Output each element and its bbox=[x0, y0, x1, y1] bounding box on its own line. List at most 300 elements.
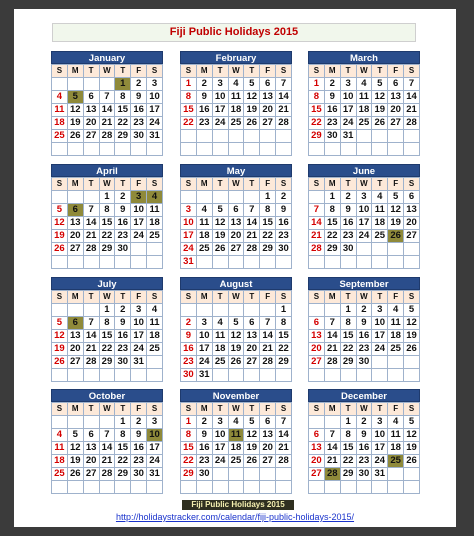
empty-cell bbox=[260, 468, 276, 481]
day-cell: 4 bbox=[212, 317, 228, 330]
week-row bbox=[309, 356, 420, 369]
week-row bbox=[309, 130, 420, 143]
month-title: May bbox=[180, 164, 292, 177]
empty-cell bbox=[83, 416, 99, 429]
day-cell: 12 bbox=[388, 204, 404, 217]
day-cell: 10 bbox=[147, 91, 163, 104]
weekday-label: T bbox=[83, 291, 99, 304]
empty-cell bbox=[244, 369, 260, 382]
weekday-label: M bbox=[67, 403, 83, 416]
weekday-label: M bbox=[196, 65, 212, 78]
weekday-label: T bbox=[83, 65, 99, 78]
day-cell: 5 bbox=[372, 78, 388, 91]
day-cell: 20 bbox=[309, 455, 325, 468]
empty-cell bbox=[196, 130, 212, 143]
day-cell: 16 bbox=[196, 104, 212, 117]
day-cell: 19 bbox=[244, 104, 260, 117]
day-cell: 3 bbox=[131, 304, 147, 317]
month-title: July bbox=[51, 277, 163, 290]
day-cell: 29 bbox=[309, 130, 325, 143]
day-cell: 29 bbox=[276, 356, 292, 369]
day-cell: 7 bbox=[324, 317, 340, 330]
day-cell: 5 bbox=[404, 416, 420, 429]
weekday-label: S bbox=[309, 65, 325, 78]
empty-cell bbox=[83, 256, 99, 269]
day-cell: 27 bbox=[404, 230, 420, 243]
week-row bbox=[52, 330, 163, 343]
day-cell: 23 bbox=[115, 230, 131, 243]
empty-cell bbox=[324, 369, 340, 382]
day-cell: 22 bbox=[99, 230, 115, 243]
empty-cell bbox=[67, 416, 83, 429]
week-row bbox=[309, 230, 420, 243]
day-cell: 5 bbox=[228, 317, 244, 330]
day-cell: 3 bbox=[356, 191, 372, 204]
weekday-label: F bbox=[260, 403, 276, 416]
day-cell: 29 bbox=[324, 243, 340, 256]
week-row bbox=[309, 104, 420, 117]
day-cell: 4 bbox=[388, 304, 404, 317]
day-cell: 17 bbox=[147, 442, 163, 455]
day-cell: 24 bbox=[372, 455, 388, 468]
day-cell: 25 bbox=[196, 243, 212, 256]
day-cell: 26 bbox=[67, 468, 83, 481]
day-cell: 31 bbox=[181, 256, 197, 269]
day-cell: 27 bbox=[260, 117, 276, 130]
weekday-label: S bbox=[404, 291, 420, 304]
day-cell: 28 bbox=[99, 130, 115, 143]
day-cell: 19 bbox=[52, 343, 68, 356]
empty-cell bbox=[276, 256, 292, 269]
day-cell: 23 bbox=[196, 117, 212, 130]
empty-cell bbox=[83, 304, 99, 317]
empty-cell bbox=[260, 256, 276, 269]
week-row bbox=[309, 117, 420, 130]
empty-cell bbox=[276, 369, 292, 382]
day-cell: 19 bbox=[212, 230, 228, 243]
month-february bbox=[180, 51, 292, 156]
weekday-label: S bbox=[52, 291, 68, 304]
day-cell: 25 bbox=[356, 117, 372, 130]
day-cell: 10 bbox=[131, 317, 147, 330]
empty-cell bbox=[131, 256, 147, 269]
day-cell: 14 bbox=[276, 429, 292, 442]
day-cell: 7 bbox=[244, 204, 260, 217]
day-cell: 20 bbox=[83, 117, 99, 130]
empty-cell bbox=[324, 143, 340, 156]
month-grid bbox=[51, 177, 163, 269]
weekday-label: T bbox=[340, 65, 356, 78]
weekday-label: W bbox=[228, 178, 244, 191]
day-cell: 28 bbox=[324, 356, 340, 369]
week-row bbox=[52, 416, 163, 429]
week-row bbox=[52, 317, 163, 330]
day-cell: 22 bbox=[115, 455, 131, 468]
day-cell: 30 bbox=[115, 243, 131, 256]
weekday-header-row bbox=[181, 291, 292, 304]
day-cell: 20 bbox=[309, 343, 325, 356]
day-cell: 15 bbox=[99, 330, 115, 343]
day-cell: 9 bbox=[131, 429, 147, 442]
day-cell: 10 bbox=[372, 429, 388, 442]
month-grid bbox=[180, 177, 292, 269]
month-january bbox=[51, 51, 163, 156]
empty-cell bbox=[99, 416, 115, 429]
empty-cell bbox=[228, 481, 244, 494]
empty-cell bbox=[276, 143, 292, 156]
day-cell: 7 bbox=[260, 317, 276, 330]
day-cell: 29 bbox=[340, 468, 356, 481]
day-cell: 8 bbox=[260, 204, 276, 217]
weekday-label: S bbox=[309, 403, 325, 416]
day-cell: 8 bbox=[340, 429, 356, 442]
month-grid bbox=[308, 177, 420, 269]
day-cell: 30 bbox=[356, 356, 372, 369]
day-cell: 16 bbox=[276, 217, 292, 230]
day-cell: 25 bbox=[228, 455, 244, 468]
day-cell: 17 bbox=[372, 330, 388, 343]
empty-cell bbox=[115, 256, 131, 269]
day-cell: 3 bbox=[181, 204, 197, 217]
week-row bbox=[309, 455, 420, 468]
empty-cell bbox=[212, 143, 228, 156]
day-cell: 1 bbox=[181, 78, 197, 91]
month-grid bbox=[51, 64, 163, 156]
empty-cell bbox=[115, 369, 131, 382]
week-row bbox=[309, 143, 420, 156]
empty-cell bbox=[147, 256, 163, 269]
empty-cell bbox=[83, 191, 99, 204]
week-row bbox=[181, 416, 292, 429]
day-cell: 18 bbox=[147, 217, 163, 230]
day-cell: 1 bbox=[340, 304, 356, 317]
day-cell: 30 bbox=[115, 356, 131, 369]
day-cell: 23 bbox=[131, 455, 147, 468]
day-cell: 13 bbox=[309, 330, 325, 343]
weekday-label: M bbox=[324, 291, 340, 304]
day-cell: 19 bbox=[67, 117, 83, 130]
day-cell: 27 bbox=[309, 468, 325, 481]
week-row bbox=[52, 343, 163, 356]
day-cell: 19 bbox=[404, 330, 420, 343]
day-cell: 27 bbox=[260, 455, 276, 468]
weekday-label: M bbox=[324, 178, 340, 191]
day-cell: 17 bbox=[181, 230, 197, 243]
day-cell: 7 bbox=[276, 416, 292, 429]
day-cell: 26 bbox=[244, 455, 260, 468]
day-cell: 1 bbox=[181, 416, 197, 429]
day-cell: 6 bbox=[388, 78, 404, 91]
empty-cell bbox=[388, 369, 404, 382]
day-cell: 3 bbox=[372, 416, 388, 429]
empty-cell bbox=[196, 304, 212, 317]
empty-cell bbox=[244, 256, 260, 269]
empty-cell bbox=[99, 78, 115, 91]
day-cell: 30 bbox=[356, 468, 372, 481]
weekday-label: W bbox=[99, 291, 115, 304]
month-title: February bbox=[180, 51, 292, 64]
day-cell: 27 bbox=[309, 356, 325, 369]
day-cell: 22 bbox=[340, 455, 356, 468]
day-cell: 28 bbox=[404, 117, 420, 130]
empty-cell bbox=[372, 130, 388, 143]
empty-cell bbox=[372, 143, 388, 156]
holiday-cell: 11 bbox=[228, 429, 244, 442]
day-cell: 9 bbox=[324, 91, 340, 104]
day-cell: 26 bbox=[372, 117, 388, 130]
empty-cell bbox=[372, 356, 388, 369]
day-cell: 17 bbox=[131, 330, 147, 343]
day-cell: 6 bbox=[83, 91, 99, 104]
day-cell: 24 bbox=[147, 117, 163, 130]
day-cell: 31 bbox=[147, 468, 163, 481]
day-cell: 10 bbox=[196, 330, 212, 343]
day-cell: 31 bbox=[131, 356, 147, 369]
day-cell: 23 bbox=[181, 356, 197, 369]
week-row bbox=[181, 104, 292, 117]
weekday-label: F bbox=[260, 178, 276, 191]
empty-cell bbox=[228, 143, 244, 156]
day-cell: 17 bbox=[147, 104, 163, 117]
day-cell: 13 bbox=[83, 442, 99, 455]
empty-cell bbox=[244, 481, 260, 494]
empty-cell bbox=[404, 243, 420, 256]
weekday-label: W bbox=[228, 65, 244, 78]
weekday-label: W bbox=[228, 403, 244, 416]
empty-cell bbox=[404, 256, 420, 269]
weekday-label: S bbox=[404, 403, 420, 416]
day-cell: 4 bbox=[52, 429, 68, 442]
day-cell: 22 bbox=[260, 230, 276, 243]
day-cell: 13 bbox=[388, 91, 404, 104]
day-cell: 2 bbox=[196, 416, 212, 429]
day-cell: 5 bbox=[67, 429, 83, 442]
day-cell: 16 bbox=[181, 343, 197, 356]
weekday-label: S bbox=[309, 178, 325, 191]
empty-cell bbox=[372, 481, 388, 494]
day-cell: 6 bbox=[309, 429, 325, 442]
day-cell: 14 bbox=[324, 442, 340, 455]
empty-cell bbox=[52, 256, 68, 269]
day-cell: 8 bbox=[115, 429, 131, 442]
day-cell: 5 bbox=[244, 416, 260, 429]
empty-cell bbox=[99, 256, 115, 269]
empty-cell bbox=[340, 143, 356, 156]
weekday-label: T bbox=[83, 403, 99, 416]
month-grid bbox=[308, 64, 420, 156]
day-cell: 11 bbox=[228, 91, 244, 104]
holiday-cell: 25 bbox=[388, 455, 404, 468]
day-cell: 8 bbox=[99, 317, 115, 330]
empty-cell bbox=[228, 369, 244, 382]
day-cell: 2 bbox=[131, 78, 147, 91]
day-cell: 21 bbox=[99, 455, 115, 468]
day-cell: 10 bbox=[212, 429, 228, 442]
week-row bbox=[181, 230, 292, 243]
day-cell: 17 bbox=[372, 442, 388, 455]
week-row bbox=[52, 256, 163, 269]
day-cell: 14 bbox=[99, 442, 115, 455]
day-cell: 26 bbox=[404, 455, 420, 468]
day-cell: 11 bbox=[212, 330, 228, 343]
week-row bbox=[309, 304, 420, 317]
day-cell: 28 bbox=[276, 455, 292, 468]
weekday-label: S bbox=[276, 65, 292, 78]
empty-cell bbox=[356, 243, 372, 256]
day-cell: 13 bbox=[260, 91, 276, 104]
day-cell: 25 bbox=[212, 356, 228, 369]
week-row bbox=[52, 204, 163, 217]
day-cell: 7 bbox=[99, 91, 115, 104]
day-cell: 24 bbox=[131, 230, 147, 243]
day-cell: 23 bbox=[131, 117, 147, 130]
month-october bbox=[51, 389, 163, 494]
day-cell: 14 bbox=[244, 217, 260, 230]
week-row bbox=[309, 442, 420, 455]
day-cell: 19 bbox=[228, 343, 244, 356]
day-cell: 29 bbox=[99, 243, 115, 256]
weekday-label: T bbox=[212, 178, 228, 191]
week-row bbox=[181, 143, 292, 156]
week-row bbox=[309, 191, 420, 204]
day-cell: 6 bbox=[309, 317, 325, 330]
day-cell: 20 bbox=[388, 104, 404, 117]
day-cell: 21 bbox=[276, 104, 292, 117]
day-cell: 23 bbox=[276, 230, 292, 243]
day-cell: 18 bbox=[388, 442, 404, 455]
day-cell: 22 bbox=[309, 117, 325, 130]
weekday-label: T bbox=[115, 403, 131, 416]
day-cell: 18 bbox=[388, 330, 404, 343]
day-cell: 12 bbox=[404, 317, 420, 330]
weekday-label: M bbox=[67, 178, 83, 191]
day-cell: 11 bbox=[356, 91, 372, 104]
week-row bbox=[52, 217, 163, 230]
weekday-label: W bbox=[356, 65, 372, 78]
day-cell: 12 bbox=[52, 330, 68, 343]
day-cell: 13 bbox=[404, 204, 420, 217]
day-cell: 21 bbox=[309, 230, 325, 243]
day-cell: 1 bbox=[99, 191, 115, 204]
week-row bbox=[181, 455, 292, 468]
day-cell: 21 bbox=[260, 343, 276, 356]
day-cell: 24 bbox=[356, 230, 372, 243]
day-cell: 2 bbox=[324, 78, 340, 91]
empty-cell bbox=[115, 481, 131, 494]
empty-cell bbox=[276, 481, 292, 494]
day-cell: 13 bbox=[309, 442, 325, 455]
day-cell: 14 bbox=[404, 91, 420, 104]
weekday-label: M bbox=[67, 291, 83, 304]
day-cell: 23 bbox=[115, 343, 131, 356]
source-link[interactable]: http://holidaystracker.com/calendar/fiji-public-holidays-2015/ bbox=[115, 512, 355, 522]
empty-cell bbox=[196, 143, 212, 156]
day-cell: 28 bbox=[309, 243, 325, 256]
day-cell: 4 bbox=[52, 91, 68, 104]
month-title: November bbox=[180, 389, 292, 402]
day-cell: 25 bbox=[228, 117, 244, 130]
day-cell: 5 bbox=[52, 317, 68, 330]
weekday-label: M bbox=[196, 178, 212, 191]
empty-cell bbox=[340, 256, 356, 269]
weekday-label: S bbox=[147, 65, 163, 78]
day-cell: 11 bbox=[196, 217, 212, 230]
week-row bbox=[181, 243, 292, 256]
holiday-cell: 28 bbox=[324, 468, 340, 481]
weekday-label: W bbox=[99, 178, 115, 191]
weekday-label: W bbox=[99, 65, 115, 78]
week-row bbox=[181, 343, 292, 356]
day-cell: 9 bbox=[196, 91, 212, 104]
day-cell: 8 bbox=[309, 91, 325, 104]
week-row bbox=[52, 230, 163, 243]
weekday-label: S bbox=[147, 403, 163, 416]
day-cell: 23 bbox=[340, 230, 356, 243]
day-cell: 7 bbox=[276, 78, 292, 91]
month-title: January bbox=[51, 51, 163, 64]
empty-cell bbox=[244, 143, 260, 156]
empty-cell bbox=[388, 243, 404, 256]
day-cell: 9 bbox=[115, 204, 131, 217]
day-cell: 30 bbox=[131, 468, 147, 481]
day-cell: 7 bbox=[99, 429, 115, 442]
empty-cell bbox=[67, 481, 83, 494]
day-cell: 23 bbox=[196, 455, 212, 468]
weekday-label: T bbox=[212, 291, 228, 304]
empty-cell bbox=[372, 243, 388, 256]
weekday-label: M bbox=[196, 403, 212, 416]
empty-cell bbox=[324, 304, 340, 317]
empty-cell bbox=[67, 191, 83, 204]
empty-cell bbox=[181, 130, 197, 143]
empty-cell bbox=[228, 304, 244, 317]
week-row bbox=[309, 343, 420, 356]
empty-cell bbox=[340, 369, 356, 382]
day-cell: 22 bbox=[276, 343, 292, 356]
day-cell: 22 bbox=[115, 117, 131, 130]
day-cell: 19 bbox=[52, 230, 68, 243]
day-cell: 6 bbox=[260, 416, 276, 429]
day-cell: 19 bbox=[404, 442, 420, 455]
empty-cell bbox=[356, 256, 372, 269]
empty-cell bbox=[260, 130, 276, 143]
week-row bbox=[181, 317, 292, 330]
day-cell: 6 bbox=[404, 191, 420, 204]
week-row bbox=[52, 356, 163, 369]
weekday-label: T bbox=[244, 178, 260, 191]
week-row bbox=[52, 481, 163, 494]
day-cell: 22 bbox=[181, 455, 197, 468]
weekday-label: F bbox=[260, 291, 276, 304]
week-row bbox=[309, 317, 420, 330]
weekday-label: T bbox=[244, 65, 260, 78]
empty-cell bbox=[244, 191, 260, 204]
day-cell: 12 bbox=[67, 442, 83, 455]
month-title: August bbox=[180, 277, 292, 290]
month-june bbox=[308, 164, 420, 269]
empty-cell bbox=[67, 256, 83, 269]
week-row bbox=[181, 91, 292, 104]
empty-cell bbox=[309, 416, 325, 429]
day-cell: 24 bbox=[147, 455, 163, 468]
empty-cell bbox=[309, 304, 325, 317]
day-cell: 8 bbox=[340, 317, 356, 330]
empty-cell bbox=[99, 369, 115, 382]
empty-cell bbox=[244, 130, 260, 143]
empty-cell bbox=[340, 481, 356, 494]
day-cell: 18 bbox=[52, 455, 68, 468]
day-cell: 30 bbox=[131, 130, 147, 143]
